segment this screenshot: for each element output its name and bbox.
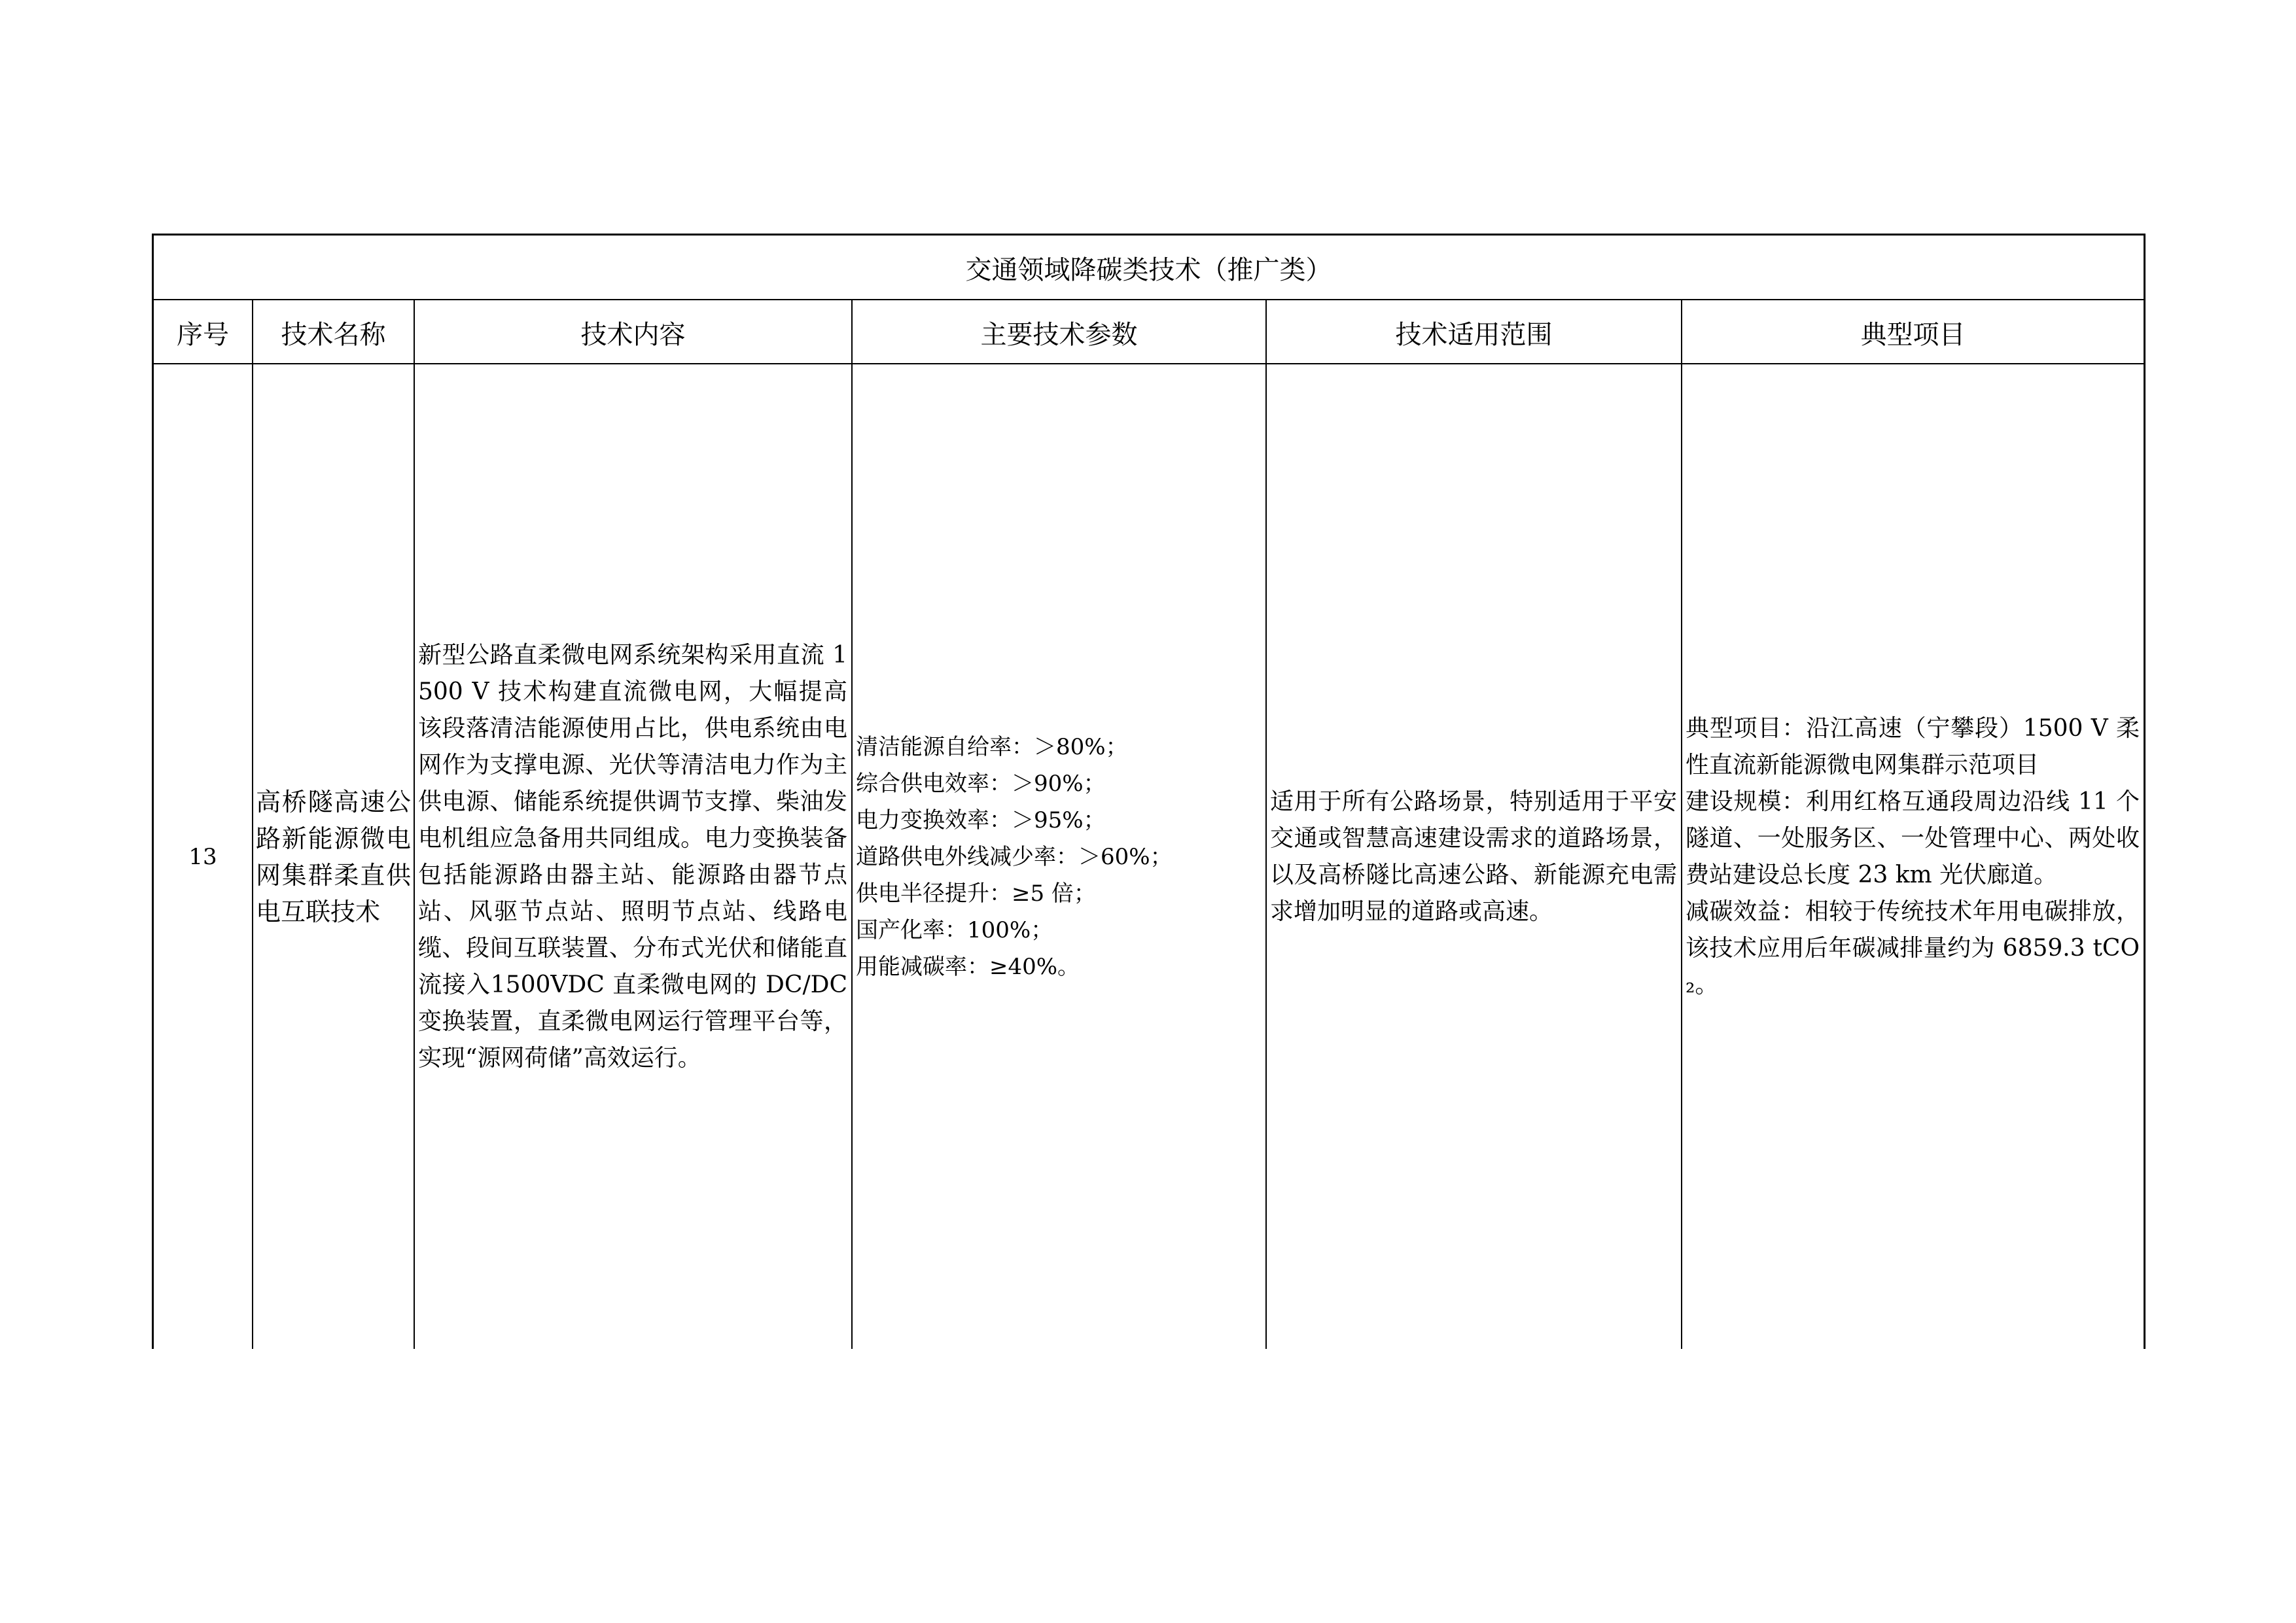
technology-scope: 适用于所有公路场景，特别适用于平安交通或智慧高速建设需求的道路场景，以及高桥隧比高速公路、新能源充电需求增加明显的道路或高速。 [1270,788,1677,925]
row-number [154,365,252,1349]
param-line: 清洁能源自给率：＞80%； [856,734,1128,760]
param-line: 供电半径提升：≥5 倍； [856,881,1096,907]
param-line: 道路供电外线减少率：＞60%； [856,844,1173,870]
column-divider [1681,299,1682,1349]
project-line: 典型项目：沿江高速（宁攀段）1500 V 柔性直流新能源微电网集群示范项目 [1686,715,2140,778]
project-line: 建设规模：利用红格互通段周边沿线 11 个隧道、一处服务区、一处管理中心、两处收费站建设总长度 23 km 光伏廊道。 [1686,788,2140,888]
technology-params-list [856,729,1263,985]
typical-project-list [1686,710,2140,1003]
technology-content: 新型公路直柔微电网系统架构采用直流 1500 V 技术构建直流微电网，大幅提高该段落清洁能源使用占比，供电系统由电网作为支撑电源、光伏等清洁电力作为主供电源、储能系统提供调节支撑、柴油发电机组应急备用共同组成。电力变换装备包括能源路由器主站、能源路由器节点站、风驱节点站、照明节点站、线路电缆、段间互联装置、分布式光伏和储能直流接入1500VDC 直柔微电网的 DC/DC 变换装置，直柔微电网运行管理平台等，实现“源网荷储”高效运行。 [418,642,847,1072]
technology-params-cell [855,365,1264,1349]
param-line: 用能减碳率：≥40%。 [856,954,1080,980]
param-line: 电力变换效率：＞95%； [856,807,1106,833]
header-name: 技术名称 [281,319,386,350]
header-params: 主要技术参数 [980,319,1138,350]
typical-project-cell [1684,365,2142,1349]
column-divider [1265,299,1267,1349]
header-content: 技术内容 [580,319,686,350]
param-line: 国产化率：100%； [856,917,1053,943]
column-divider [252,299,253,1349]
param-line: 综合供电效率：＞90%； [856,771,1106,797]
technology-name-cell [255,365,412,1349]
technology-table [152,234,2146,1349]
table-title: 交通领域降碳类技术（推广类） [965,254,1332,285]
column-divider [414,299,415,1349]
header-scope: 技术适用范围 [1395,319,1553,350]
header-no: 序号 [177,319,229,350]
technology-scope-cell [1269,365,1680,1349]
row-number-text: 13 [188,844,217,870]
header-project: 典型项目 [1860,319,1966,350]
technology-content-cell [417,365,850,1349]
technology-name: 高桥隧高速公路新能源微电网集群柔直供电互联技术 [256,788,411,926]
column-divider [851,299,853,1349]
project-line: 减碳效益：相较于传统技术年用电碳排放，该技术应用后年碳减排量约为 6859.3 tCO₂。 [1686,898,2140,998]
